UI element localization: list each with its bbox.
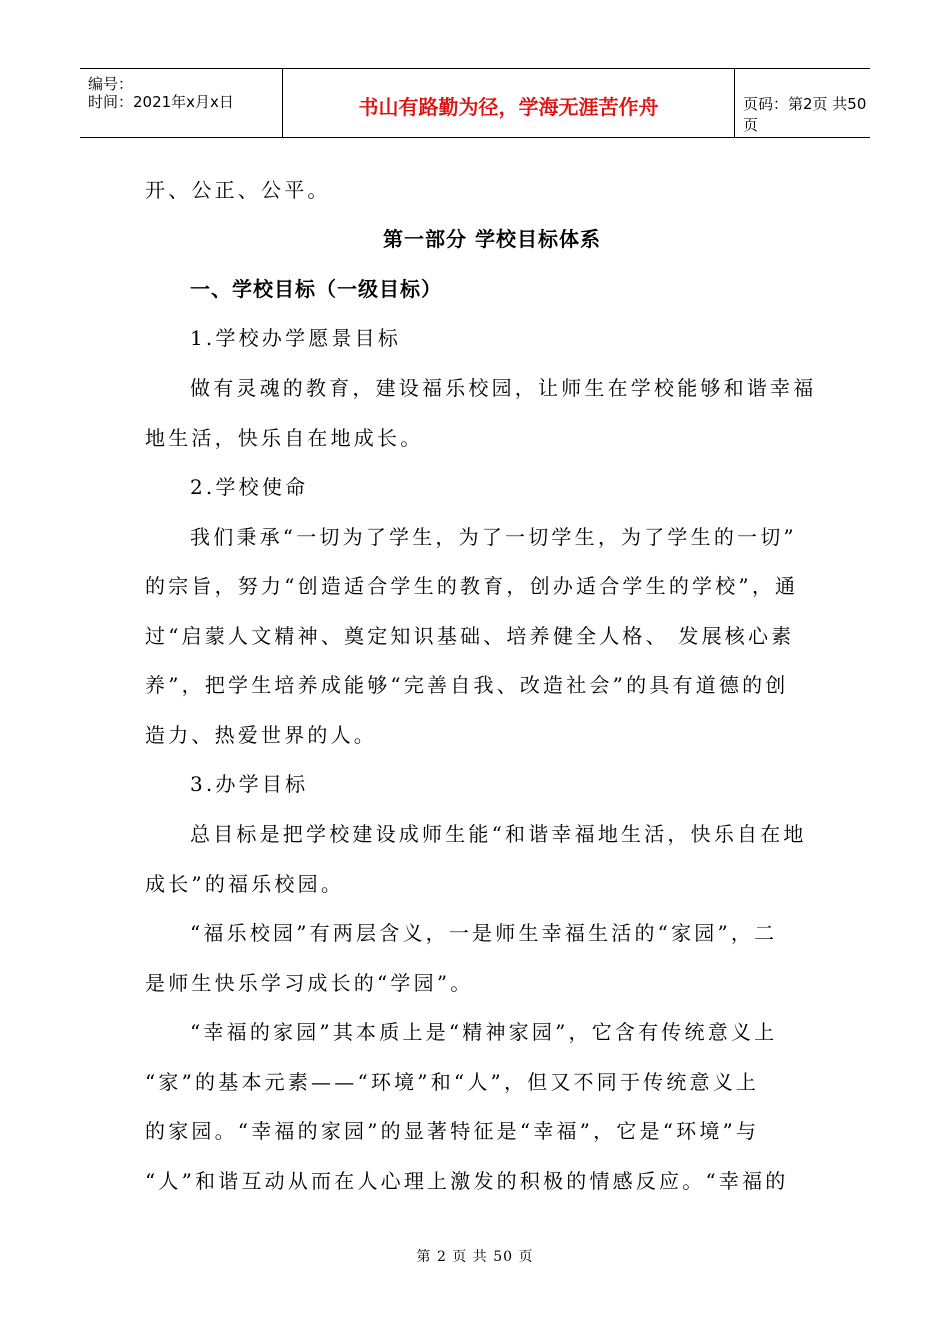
page-footer: 第 2 页 共 50 页 [416, 1249, 534, 1265]
item-heading: 1.学校办学愿景目标 [190, 326, 402, 350]
paragraph-line: 我们秉承“一切为了学生，为了一切学生，为了学生的一切” [190, 525, 797, 549]
paragraph-line: 的宗旨，努力“创造适合学生的教育，创办适合学生的学校”，通 [145, 574, 799, 598]
paragraph-line: 造力、热爱世界的人。 [145, 723, 377, 747]
paragraph-line: 是师生快乐学习成长的“学园”。 [145, 971, 474, 995]
header-page-cell [735, 69, 870, 137]
document-number-label: 编号： [88, 75, 134, 93]
section-title: 第一部分 学校目标体系 [383, 227, 601, 251]
header-motto-cell [283, 69, 735, 137]
paragraph-line: “人”和谐互动从而在人心理上激发的积极的情感反应。“幸福的 [145, 1169, 789, 1193]
paragraph-line: 养”，把学生培养成能够“完善自我、改造社会”的具有道德的创 [145, 673, 789, 697]
paragraph-line: 过“启蒙人文精神、奠定知识基础、培养健全人格、 发展核心素 [145, 624, 795, 648]
header-meta-cell [80, 69, 283, 137]
paragraph-line: “福乐校园”有两层含义，一是师生幸福生活的“家园”，二 [190, 921, 778, 945]
paragraph-line: 总目标是把学校建设成师生能“和谐幸福地生活，快乐自在地 [190, 822, 807, 846]
header-motto: 书山有路勤为径，学海无涯苦作舟 [358, 95, 659, 119]
subsection-heading: 一、学校目标（一级目标） [190, 277, 442, 301]
document-header [80, 68, 870, 138]
paragraph-line: 的家园。“幸福的家园”的显著特征是“幸福”，它是“环境”与 [145, 1119, 760, 1143]
paragraph-line: 地生活，快乐自在地成长。 [145, 426, 424, 450]
header-page-info: 页码：第2页 共50页 [743, 95, 867, 134]
paragraph-line: 成长”的福乐校园。 [145, 872, 345, 896]
paragraph-line: 开、公正、公平。 [145, 178, 331, 202]
item-heading: 2.学校使命 [190, 475, 309, 499]
paragraph-line: 做有灵魂的教育，建设福乐校园，让师生在学校能够和谐幸福 [190, 376, 817, 400]
document-time-label: 时间：2021年x月x日 [88, 93, 234, 111]
item-heading: 3.办学目标 [190, 772, 309, 796]
paragraph-line: “幸福的家园”其本质上是“精神家园”，它含有传统意义上 [190, 1020, 778, 1044]
paragraph-line: “家”的基本元素——“环境”和“人”，但又不同于传统意义上 [145, 1070, 760, 1094]
